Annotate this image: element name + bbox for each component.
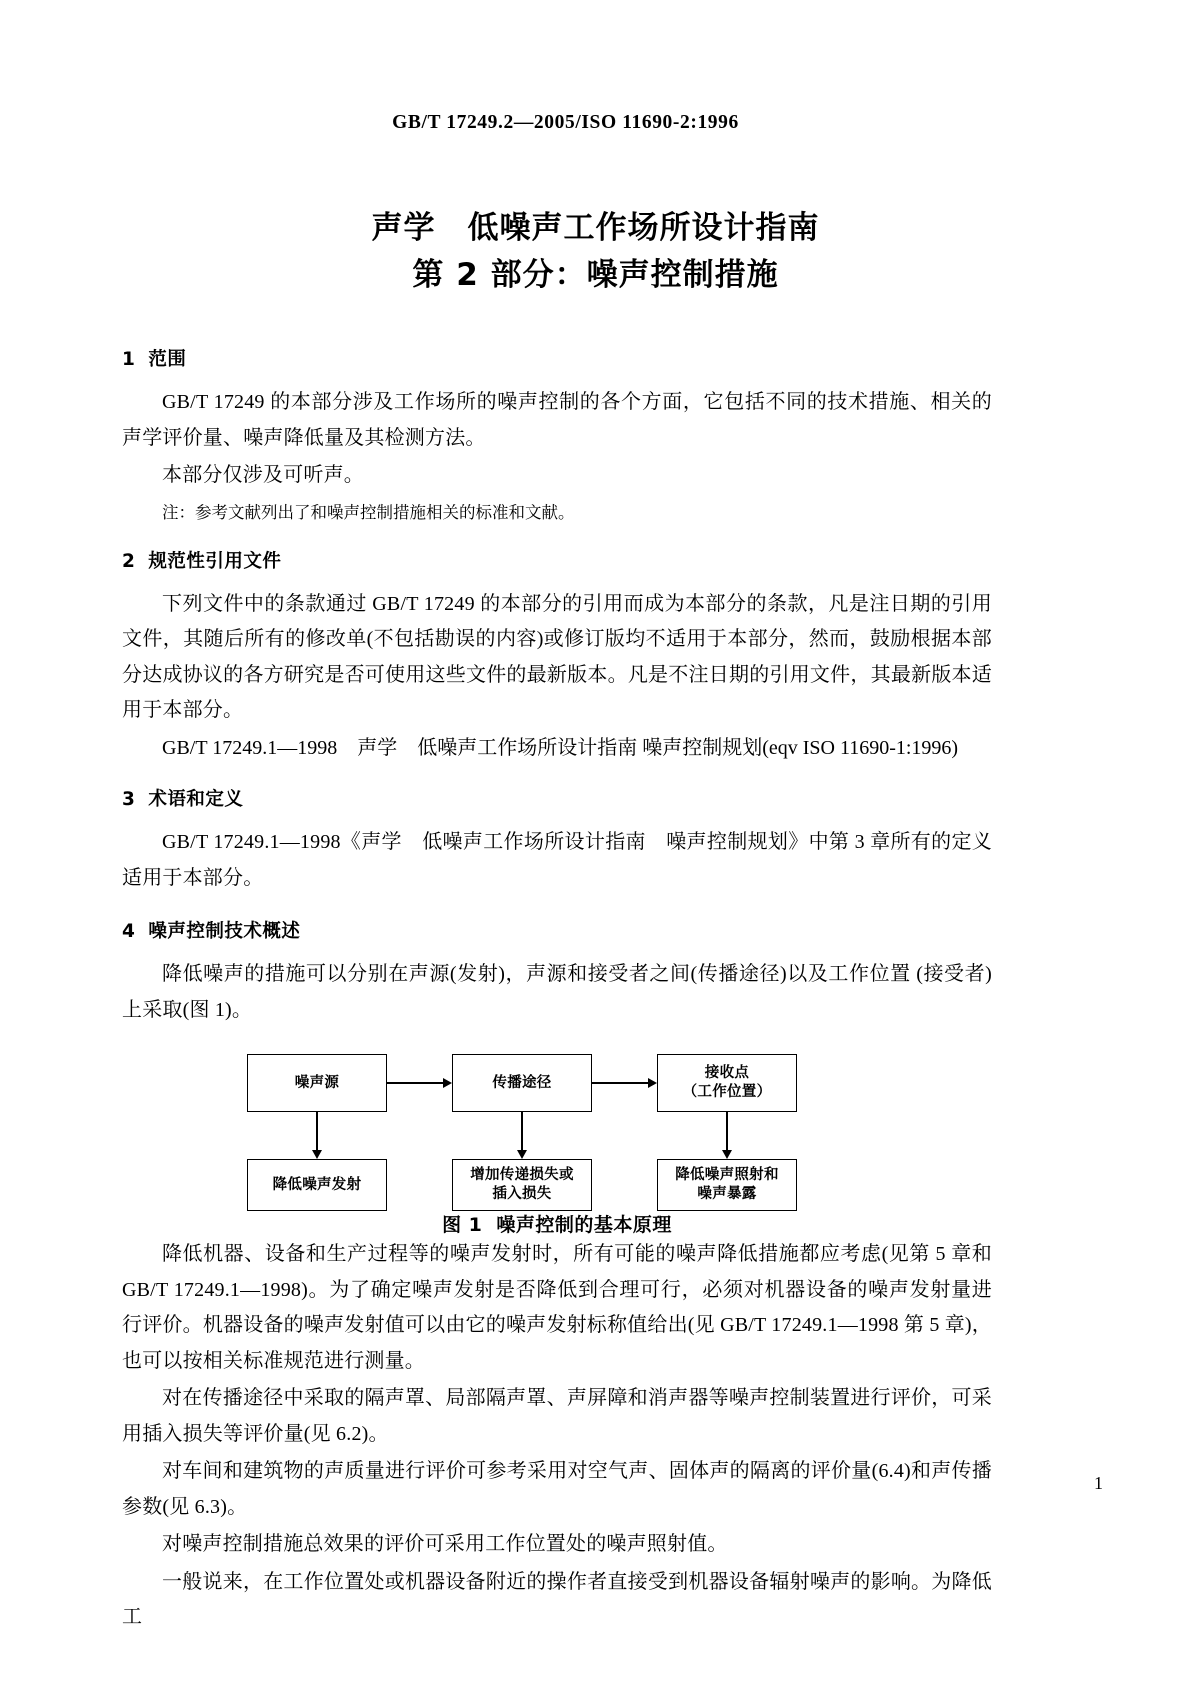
figure-1-caption — [122, 1210, 992, 1237]
section-heading-3 — [122, 785, 992, 811]
title-line-1: 声学 低噪声工作场所设计指南 — [371, 210, 820, 246]
running-head: GB/T 17249.2—2005/ISO 11690-2:1996 — [392, 112, 739, 133]
flow-box-propagation-path-label: 传播途径 — [492, 1074, 552, 1091]
flow-box-propagation-path — [452, 1054, 592, 1112]
section-heading-1 — [122, 345, 992, 371]
section-heading-4 — [122, 917, 992, 943]
arrow-source-to-path — [387, 1082, 443, 1084]
section-title-2: 规范性引用文件 — [148, 550, 282, 572]
figure-1 — [122, 1046, 992, 1206]
paragraph: 一般说来，在工作位置处或机器设备附近的操作者直接受到机器设备辐射噪声的影响。为降低工 — [122, 1570, 992, 1628]
section-title-1: 范围 — [148, 349, 187, 370]
arrowhead-source-to-path — [443, 1078, 452, 1088]
flow-box-noise-source-label: 噪声源 — [294, 1074, 340, 1091]
title-line-2: 第 2 部分：噪声控制措施 — [412, 257, 779, 293]
figure-1-diagram — [247, 1046, 867, 1202]
arrow-receiver-down — [726, 1112, 728, 1150]
arrowhead-source-down — [312, 1150, 322, 1159]
flow-box-receiver — [657, 1054, 797, 1112]
section-title-3: 术语和定义 — [148, 789, 244, 810]
section-title-4: 噪声控制技术概述 — [148, 921, 301, 942]
normative-reference: GB/T 17249.1—1998 声学 低噪声工作场所设计指南 噪声控制规划(eqv ISO 11690-1:1996) — [162, 736, 959, 759]
paragraph: GB/T 17249.1—1998《声学 低噪声工作场所设计指南 噪声控制规划》中第 3 章所有的定义适用于本部分。 — [122, 831, 992, 889]
figure-1-caption-text: 噪声控制的基本原理 — [496, 1214, 672, 1236]
arrowhead-path-to-receiver — [648, 1078, 657, 1088]
flow-box-insertion-loss-label-1: 增加传递损失或 — [470, 1167, 574, 1183]
flow-box-reduce-exposure-label-1: 降低噪声照射和 — [675, 1167, 779, 1183]
flow-box-reduce-emission-label: 降低噪声发射 — [272, 1176, 362, 1193]
paragraph: 下列文件中的条款通过 GB/T 17249 的本部分的引用而成为本部分的条款，凡是注日期的引用文件，其随后所有的修改单(不包括勘误的内容)或修订版均不适用于本部分，然而，鼓励根据本部分达成协议的各方研究是否可使用这些文件的最新版本。凡是不注日期的引用文件，其最新版本适用于本部分。 — [122, 592, 992, 721]
figure-1-caption-number: 图 1 — [442, 1214, 483, 1236]
paragraph: 对车间和建筑物的声质量进行评价可参考采用对空气声、固体声的隔离的评价量(6.4)和声传播参数(见 6.3)。 — [122, 1460, 992, 1518]
flow-box-reduce-emission — [247, 1159, 387, 1211]
page-title — [0, 205, 1191, 299]
flow-box-insertion-loss-label-2: 插入损失 — [492, 1186, 552, 1202]
paragraph: 对在传播途径中采取的隔声罩、局部隔声罩、声屏障和消声器等噪声控制装置进行评价，可采用插入损失等评价量(见 6.2)。 — [122, 1387, 992, 1445]
section-note: 注：参考文献列出了和噪声控制措施相关的标准和文献。 — [162, 502, 575, 522]
arrowhead-receiver-down — [722, 1150, 732, 1159]
paragraph: GB/T 17249 的本部分涉及工作场所的噪声控制的各个方面，它包括不同的技术措施、相关的声学评价量、噪声降低量及其检测方法。 — [122, 391, 992, 449]
paragraph: 降低噪声的措施可以分别在声源(发射)，声源和接受者之间(传播途径)以及工作位置 (接受者)上采取(图 1)。 — [122, 963, 992, 1021]
section-number-1: 1 — [122, 349, 136, 370]
arrowhead-path-down — [517, 1150, 527, 1159]
section-number-4: 4 — [122, 921, 136, 942]
section-heading-2 — [122, 547, 992, 573]
paragraph: 降低机器、设备和生产过程等的噪声发射时，所有可能的噪声降低措施都应考虑(见第 5 章和 GB/T 17249.1—1998)。为了确定噪声发射是否降低到合理可行，必须对机器设备的噪声发射量进行评价。机器设备的噪声发射值可以由它的噪声发射标称值给出(见 GB/T 17249.1—1998 第 5 章)，也可以按相关标准规范进行测量。 — [122, 1243, 992, 1372]
paragraph: 对噪声控制措施总效果的评价可采用工作位置处的噪声照射值。 — [162, 1533, 728, 1555]
flow-box-receiver-label-2: （工作位置） — [682, 1084, 772, 1100]
paragraph: 本部分仅涉及可听声。 — [162, 464, 364, 486]
document-body — [122, 345, 992, 1638]
flow-box-insertion-loss — [452, 1159, 592, 1211]
section-number-3: 3 — [122, 789, 136, 810]
flow-box-reduce-exposure-label-2: 噪声暴露 — [697, 1186, 757, 1202]
arrow-path-to-receiver — [592, 1082, 648, 1084]
page-number: 1 — [1094, 1473, 1103, 1493]
flow-box-reduce-exposure — [657, 1159, 797, 1211]
arrow-path-down — [521, 1112, 523, 1150]
flow-box-receiver-label-1: 接收点 — [704, 1065, 750, 1081]
section-number-2: 2 — [122, 550, 136, 572]
flow-box-noise-source — [247, 1054, 387, 1112]
arrow-source-down — [316, 1112, 318, 1150]
